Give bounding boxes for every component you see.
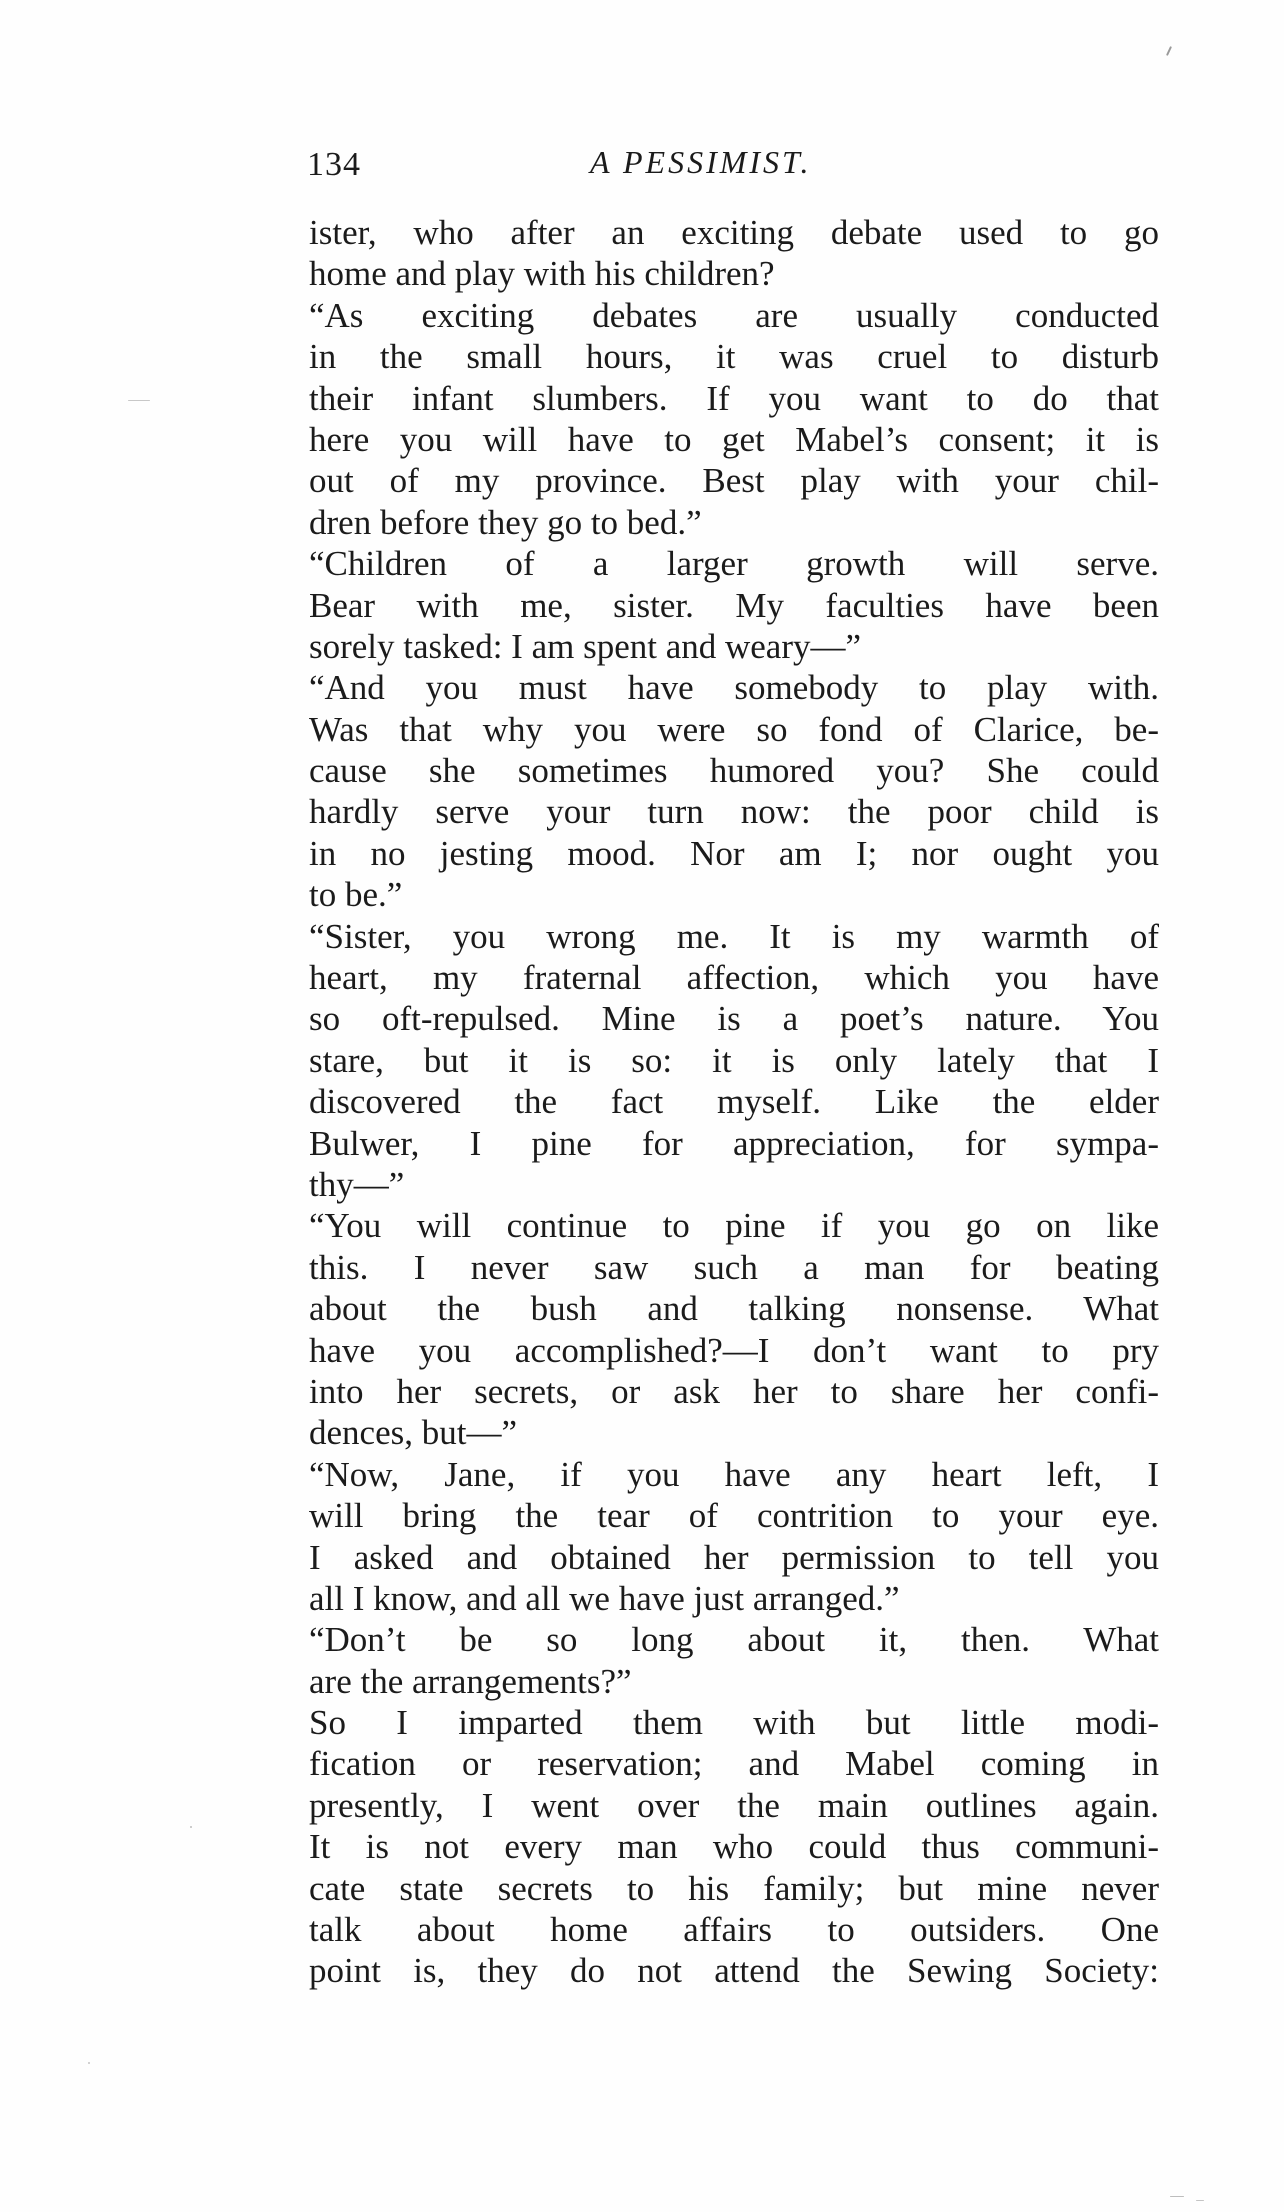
text-line: point is, they do not attend the Sewing Society: bbox=[309, 1951, 1159, 1991]
scan-speck bbox=[1170, 2196, 1184, 2197]
text-line: Bulwer, I pine for appreciation, for sympa- bbox=[309, 1123, 1159, 1163]
text-line: Was that why you were so fond of Clarice, be- bbox=[309, 709, 1159, 749]
running-head bbox=[307, 146, 1159, 192]
text-line: fication or reservation; and Mabel coming in bbox=[309, 1744, 1159, 1784]
text-line: will bring the tear of contrition to your eye. bbox=[309, 1496, 1159, 1536]
text-line: so oft-repulsed. Mine is a poet’s nature. You bbox=[309, 999, 1159, 1039]
scan-speck bbox=[1196, 2200, 1204, 2201]
text-line: out of my province. Best play with your chil- bbox=[309, 461, 1159, 501]
text-line: It is not every man who could thus communi- bbox=[309, 1827, 1159, 1867]
text-line: have you accomplished?—I don’t want to pry bbox=[309, 1330, 1159, 1370]
page-number: 134 bbox=[307, 146, 361, 183]
text-line: here you will have to get Mabel’s consent; it is bbox=[309, 419, 1159, 459]
text-line: thy—” bbox=[309, 1164, 405, 1204]
text-line: in the small hours, it was cruel to disturb bbox=[309, 337, 1159, 377]
text-line: cause she sometimes humored you? She could bbox=[309, 751, 1159, 791]
text-line: ister, who after an exciting debate used to go bbox=[309, 213, 1159, 252]
body-text bbox=[309, 212, 1159, 1992]
text-line: discovered the fact myself. Like the elder bbox=[309, 1082, 1159, 1122]
text-line: cate state secrets to his family; but mine never bbox=[309, 1868, 1159, 1908]
text-line: stare, but it is so: it is only lately that I bbox=[309, 1040, 1159, 1080]
text-line: dences, but—” bbox=[309, 1413, 517, 1453]
text-line: to be.” bbox=[309, 875, 403, 915]
text-line: in no jesting mood. Nor am I; nor ought you bbox=[309, 833, 1159, 873]
scan-speck bbox=[88, 2062, 90, 2064]
text-line: “And you must have somebody to play with. bbox=[309, 668, 1159, 708]
text-line: dren before they go to bed.” bbox=[309, 502, 702, 542]
text-line: “Sister, you wrong me. It is my warmth of bbox=[309, 916, 1159, 956]
text-line: sorely tasked: I am spent and weary—” bbox=[309, 626, 862, 666]
text-line: their infant slumbers. If you want to do that bbox=[309, 378, 1159, 418]
text-line: home and play with his children? bbox=[309, 254, 775, 294]
text-line: this. I never saw such a man for beating bbox=[309, 1247, 1159, 1287]
text-line: “You will continue to pine if you go on like bbox=[309, 1206, 1159, 1246]
text-line: heart, my fraternal affection, which you have bbox=[309, 958, 1159, 998]
text-line: hardly serve your turn now: the poor child is bbox=[309, 792, 1159, 832]
text-line: “Don’t be so long about it, then. What bbox=[309, 1620, 1159, 1660]
text-line: “As exciting debates are usually conducted bbox=[309, 295, 1159, 335]
text-line: “Now, Jane, if you have any heart left, I bbox=[309, 1454, 1159, 1494]
running-title: A PESSIMIST. bbox=[590, 144, 812, 180]
text-line: So I imparted them with but little modi- bbox=[309, 1703, 1159, 1743]
scan-speck bbox=[190, 1826, 192, 1828]
text-line: presently, I went over the main outlines again. bbox=[309, 1785, 1159, 1825]
text-line: into her secrets, or ask her to share her confi- bbox=[309, 1371, 1159, 1411]
text-line: I asked and obtained her permission to tell you bbox=[309, 1537, 1159, 1577]
text-line: are the arrangements?” bbox=[309, 1661, 632, 1701]
scan-speck bbox=[128, 400, 150, 401]
text-line: Bear with me, sister. My faculties have been bbox=[309, 585, 1159, 625]
text-line: “Children of a larger growth will serve. bbox=[309, 544, 1159, 584]
text-line: about the bush and talking nonsense. What bbox=[309, 1289, 1159, 1329]
text-line: talk about home affairs to outsiders. One bbox=[309, 1910, 1159, 1950]
text-line: all I know, and all we have just arranged.” bbox=[309, 1578, 900, 1618]
scan-speck bbox=[1166, 46, 1172, 56]
